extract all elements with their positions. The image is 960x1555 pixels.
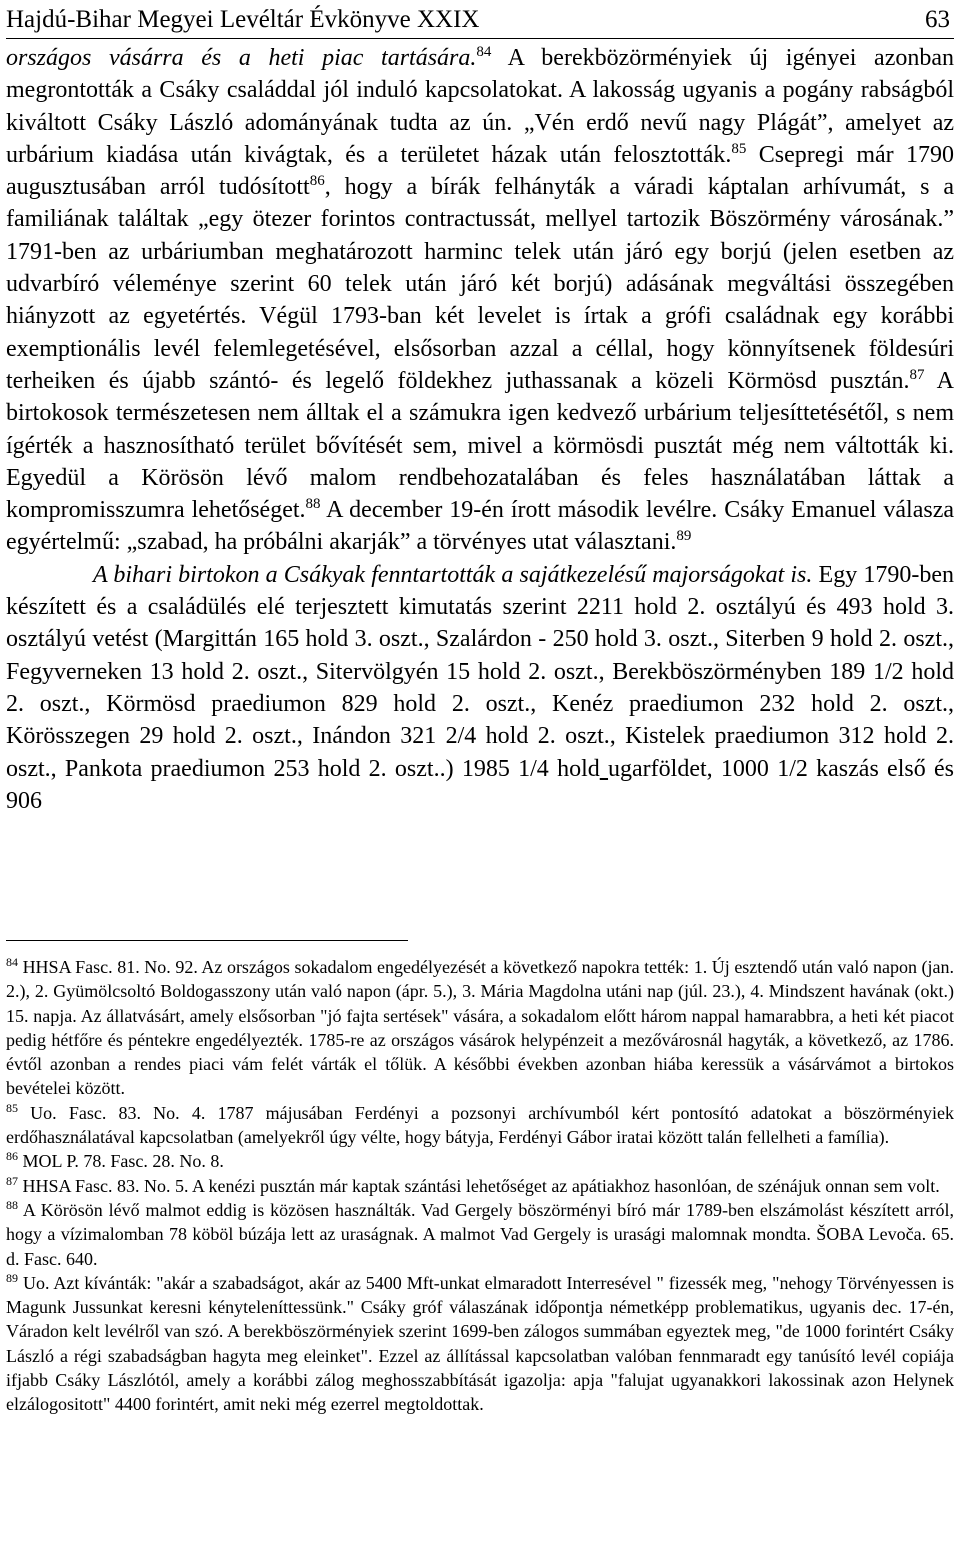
paragraph <box>6 559 954 817</box>
footnote <box>6 1198 954 1271</box>
footnote-text: HHSA Fasc. 83. No. 5. A kenézi pusztán már kaptak szántási lehetőséget az apátiakhoz hasonlóan, de szénájuk onnan sem volt. <box>18 1175 940 1196</box>
journal-title: Hajdú-Bihar Megyei Levéltár Évkönyve XXIX <box>6 6 480 33</box>
footnote-number: 88 <box>6 1197 18 1212</box>
text-span: , hogy a bírák felhányták a váradi káptalan arhívumát, s a familiának találtak „egy ötezer forintos contractussát, mellyel tartozik Böszörmény városának.” 1791-ben az urbáriumban meghatározott harminc telek után járó egy borjú (jelen esetben az udvarbíró véleménye szerint 60 telek után járó két borjú) adásának megváltási összegében hiányzott az egyetértés. Végül 1793-ban két levelet is írtak a grófi családnak egy korábbi exemptionális levél felemlegetésével, elsősorban azzal a céllal, hogy könnyítsenek földesúri terheiken és újabb szántó- és legelő földekhez juthassanak a közeli Körmösd pusztán. <box>6 174 954 394</box>
footnote-number: 86 <box>6 1149 18 1164</box>
footnote-ref: 85 <box>731 140 747 157</box>
footnote-ref: 86 <box>309 173 325 190</box>
footnote-number: 89 <box>6 1270 18 1285</box>
footnote-ref: 89 <box>676 528 692 545</box>
text-span: A december 19-én írott második levélre. Csáky Emanuel válasza egyértelmű: „szabad, ha próbálni akarják” a törvényes utat választani. <box>6 497 955 556</box>
text-span: ugarföldet, 1000 1/2 kaszás első és 906 <box>6 755 954 814</box>
italic-text: A bihari birtokon a Csákyak fenntartották a sajátkezelésű majorságokat is. <box>93 561 813 588</box>
italic-text: országos vásárra és a heti piac tartására. <box>6 45 477 71</box>
footnote-text: MOL P. 78. Fasc. 28. No. 8. <box>18 1151 224 1172</box>
footnote-ref: 87 <box>909 366 925 383</box>
footnote <box>6 1174 954 1198</box>
paragraph <box>6 42 954 559</box>
footnote-text: A Körösön lévő malmot eddig is közösen használták. Vad Gergely böszörményi bíró már 1789-ben elszámolást készített arról, hogy a vízimalomban 78 köböl búzája lett az uraságnak. A malmot Vad Gergely is urasági malomnak mondta. ŠOBA Levoča. 65. d. Fasc. 640. <box>6 1199 954 1269</box>
footnote <box>6 1271 954 1417</box>
text-span: A berekbözörményiek új igényei azonban megrontották a Csáky családdal jól induló kapcsolatokat. A lakosság ugyanis a pogány rabságból kiváltott Csáky László adományának tudta az ún. „Vén erdő nevű nagy Plágát”, amelyet az urbárium kiadása után kivágtak, és a területet házak után felosztották. <box>6 45 955 168</box>
footnote-text: Uo. Azt kívánták: "akár a szabadságot, akár az 5400 Mft-unkat elmaradott Interresével " fizessék meg, "nehogy Törvényessen is Magunk Jussunkat keresni kényteleníttessünk." Csáky gróf válaszának időpontja németképp problematikus, ugyanis dec. 17-én, Váradon kelt levélről van szó. A berekböszörményiek szerint 1699-ben zálogos summában egyeztek meg, "de 1000 forintért Csáky László a régi szabadságban hagyta meg eleinket". Ezzel az állítással kapcsolatban valóban fennmaradt egy tanúsító levél copiája ifjabb Csáky Lászlótól, amely a korábbi zálog meghosszabbítását igazolja: apja "falujat ugyanakkori lakossinak azon Helynek elzálogositott" 4400 forintért, amit neki még ezerrel megtoldottak. <box>6 1272 954 1415</box>
page-number: 63 <box>925 6 950 33</box>
footnote-text: HHSA Fasc. 81. No. 92. Az országos sokadalom engedélyezését a következő napokra tették: 1. Új esztendő után való napon (jan. 2.), 2. Gyümölcsoltó Boldogasszony után való napon (ápr. 5.), 3. Mária Magdolna utáni nap (júl. 23.), 4. Mindszent havának (okt.) 15. napja. Az állatvásárt, amely elsősorban "jó fajta sertések" vására, a sokadalom előtt három nappal hamarabbra, a heti két piacot pedig hétfőre és péntekre engedélyezték. 1785-re az országos vásárok helypénzeit a mezővárosnál hagyták, a következő, az 1786. évtől azonban a rendes piaci vám felét várták el tőlük. A későbbi években azonban hiába keressük a vásárvámot a birtokos bevételei között. <box>6 957 954 1099</box>
main-text <box>6 42 954 817</box>
footnote-number: 85 <box>6 1100 18 1115</box>
running-header <box>6 4 954 39</box>
footnote-separator <box>6 940 408 941</box>
footnote <box>6 1149 954 1173</box>
footnote <box>6 1101 954 1150</box>
text-span: Csepregi már 1790 augusztusában arról tudósított <box>6 141 955 201</box>
underlined-space <box>600 756 608 782</box>
footnote-text: Uo. Fasc. 83. No. 4. 1787 májusában Ferdényi a pozsonyi archívumból kért pontosító adatokat a böszörményiek erdőhasználatával kapcsolatban (amelyekről úgy vélte, hogy bátyja, Ferdényi Gábor iratai között talán fellelheti a família). <box>6 1102 954 1148</box>
footnote-number: 87 <box>6 1173 18 1188</box>
footnote-ref: 88 <box>305 496 321 513</box>
footnote-number: 84 <box>6 955 18 969</box>
footnotes <box>6 955 954 1417</box>
footnote <box>6 955 954 1101</box>
text-span: A birtokosok természetesen nem álltak el a számukra igen kedvező urbárium teljesíttetésétől, s nem ígérték a hasznosítható terület bővítését sem, mivel a körmösdi pusztát még nem váltották ki. Egyedül a Körösön lévő malom rendbehozatalában és feles használatában láttak a kompromisszumra lehetőséget. <box>6 367 955 524</box>
footnote-ref: 84 <box>476 44 492 60</box>
text-span: Egy 1790-ben készített és a családülés elé terjesztett kimutatás szerint 2211 hold 2. osztályú és 493 hold 3. osztályú vetést (Margittán 165 hold 3. oszt., Szalárdon - 250 hold 3. oszt., Siterben 9 hold 2. oszt., Fegyverneken 13 hold 2. oszt., Sitervölgyén 15 hold 2. oszt., Berekböszörményben 189 1/2 hold 2. oszt., Körmösd praediumon 829 hold 2. oszt., Kenéz praediumon 232 hold 2. oszt., Körösszegen 29 hold 2. oszt., Inándon 321 2/4 hold 2. oszt., Kistelek praediumon 312 hold 2. oszt., Pankota praediumon 253 hold 2. oszt..) 1985 1/4 hold <box>6 561 954 782</box>
